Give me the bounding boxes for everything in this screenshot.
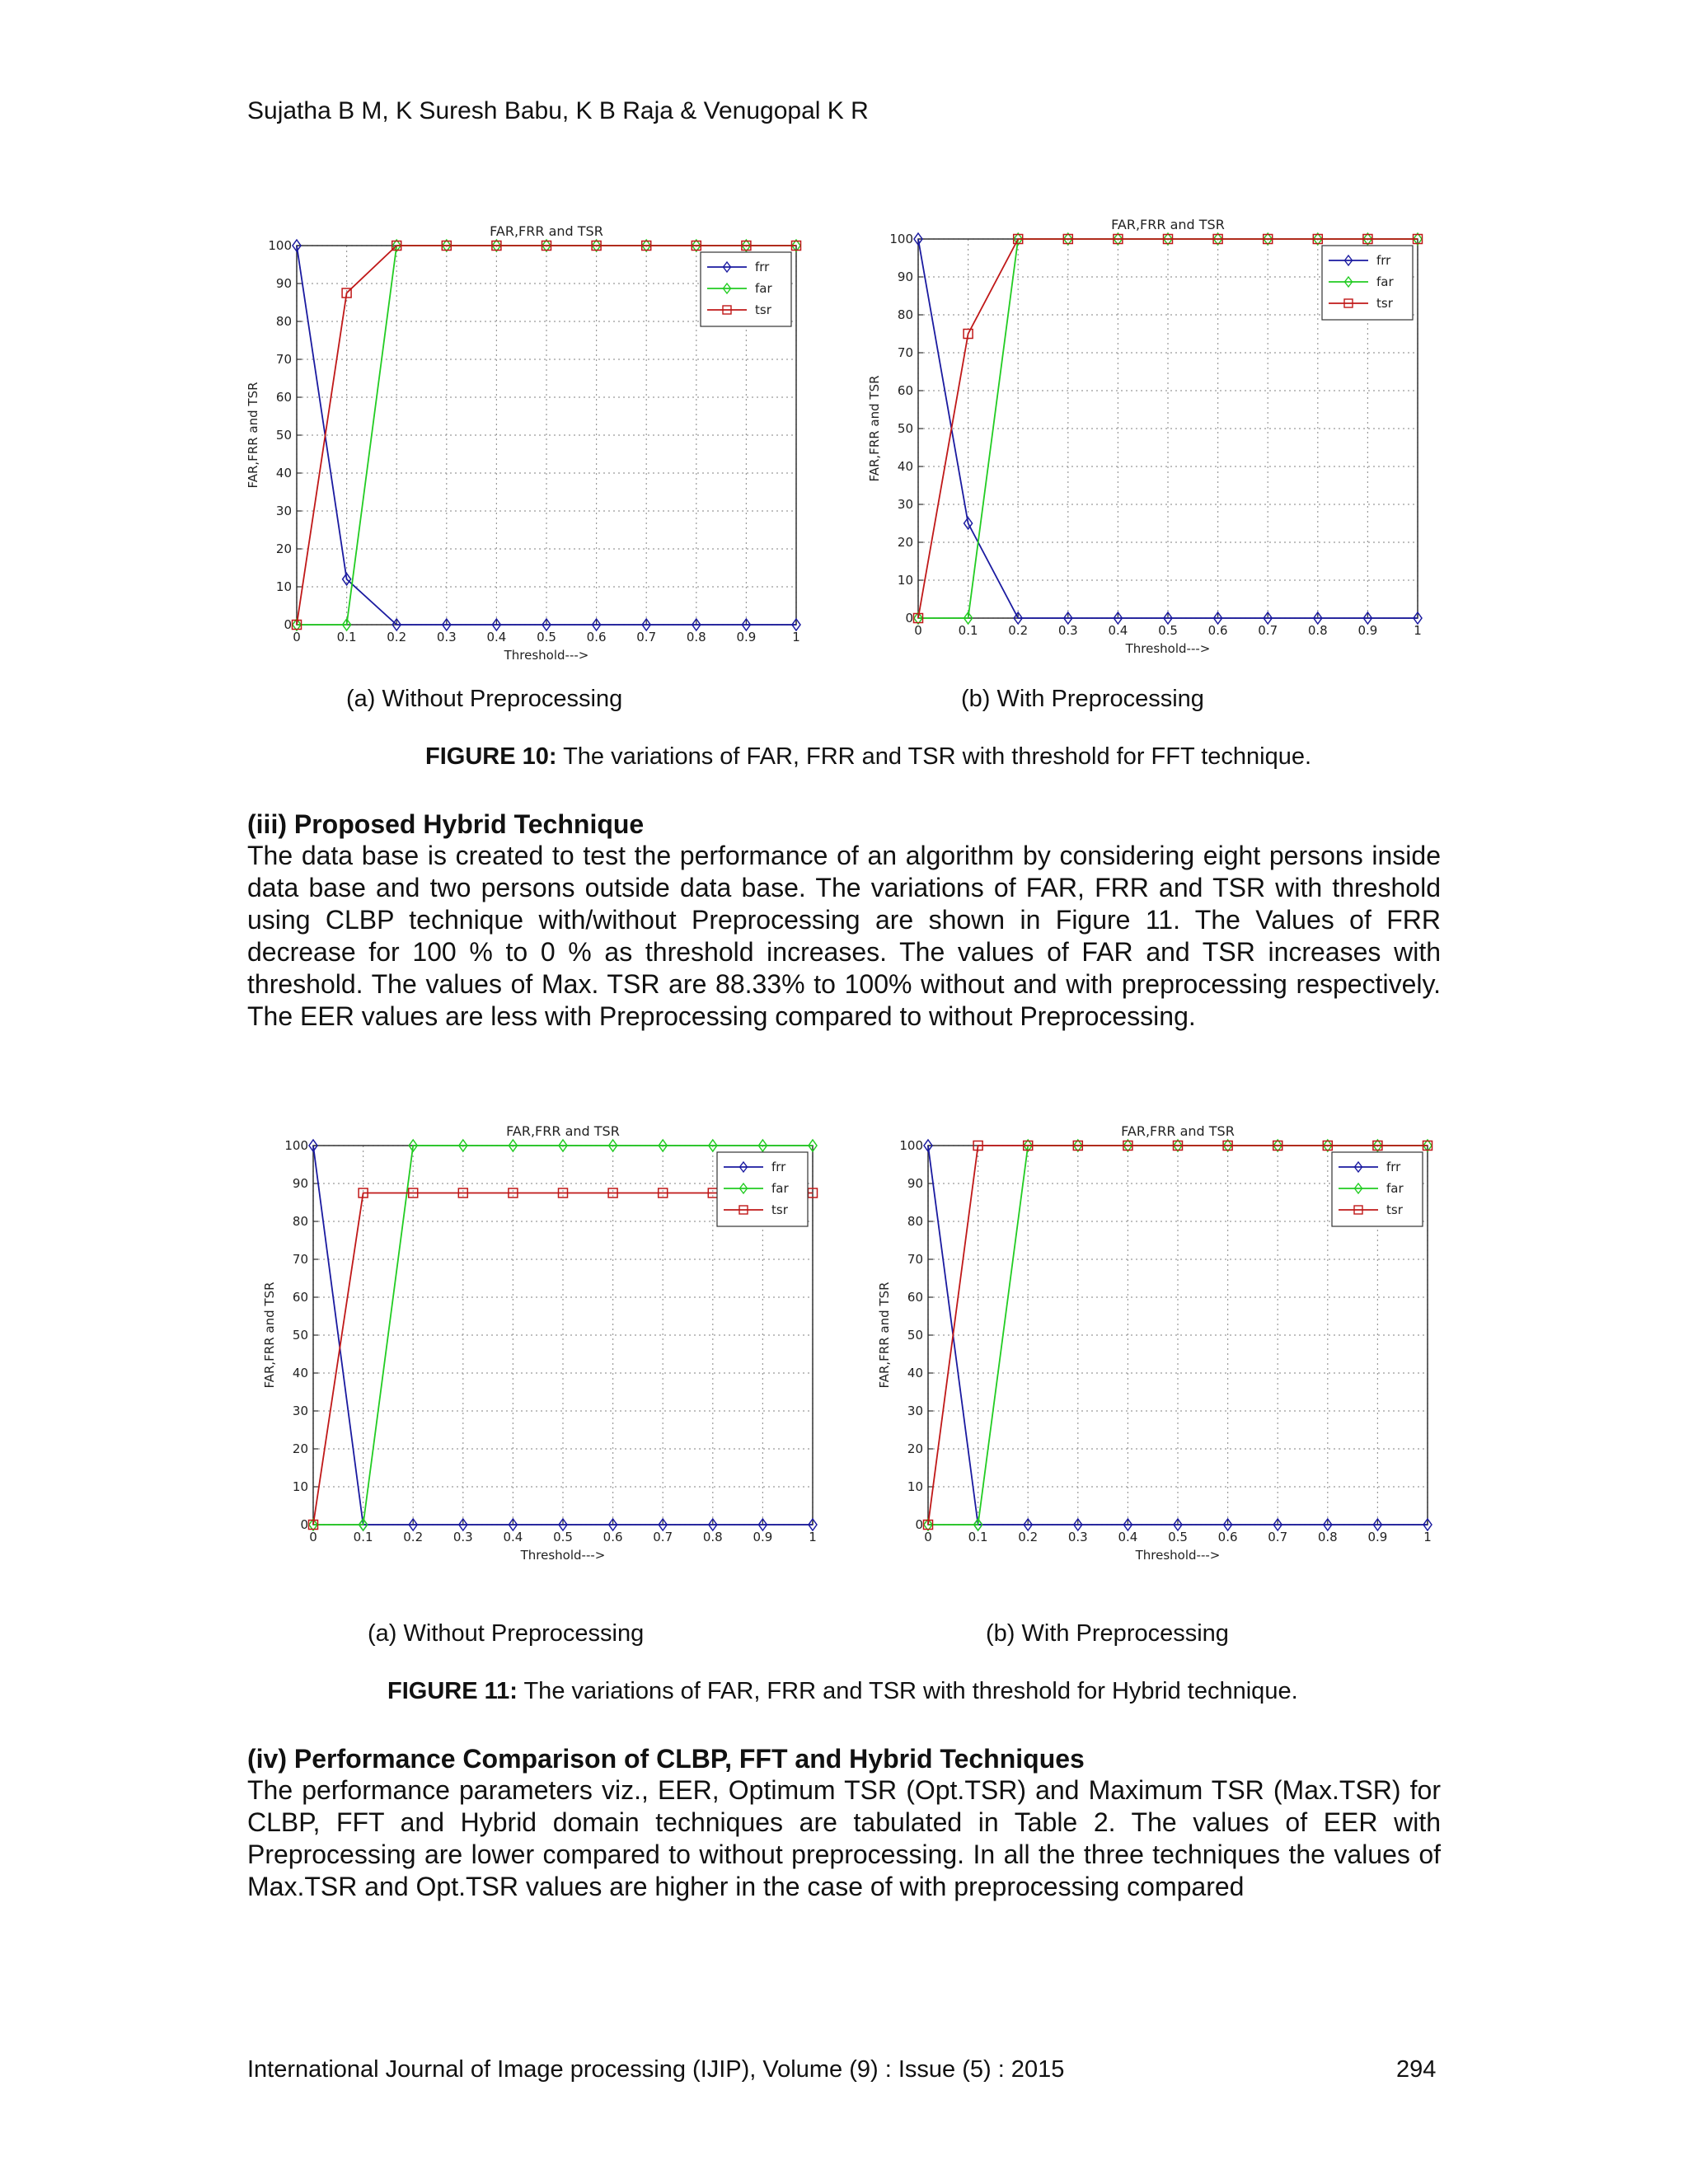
y-tick-label: 80 bbox=[292, 1214, 308, 1229]
x-tick-label: 0.7 bbox=[653, 1530, 673, 1544]
figure10-subcaption-a: (a) Without Preprocessing bbox=[346, 686, 623, 712]
footer-journal: International Journal of Image processing (IJIP), Volume (9) : Issue (5) : 2015 bbox=[247, 2056, 1065, 2083]
legend-label-far: far bbox=[1376, 274, 1394, 289]
x-tick-label: 0.5 bbox=[553, 1530, 573, 1544]
legend-box bbox=[717, 1152, 808, 1226]
y-tick-label: 0 bbox=[905, 611, 913, 626]
y-tick-label: 50 bbox=[907, 1328, 923, 1343]
figure10-chart-b bbox=[862, 206, 1456, 668]
y-axis-label: FAR,FRR and TSR bbox=[867, 375, 882, 482]
y-tick-label: 90 bbox=[292, 1176, 308, 1191]
y-tick-label: 20 bbox=[292, 1441, 308, 1456]
x-tick-label: 0.1 bbox=[336, 630, 357, 644]
legend-label-tsr: tsr bbox=[1386, 1202, 1403, 1217]
x-axis-label: Threshold---> bbox=[1135, 1548, 1221, 1563]
legend-label-far: far bbox=[755, 281, 772, 296]
x-axis-label: Threshold---> bbox=[504, 648, 589, 663]
y-tick-label: 10 bbox=[275, 579, 292, 594]
y-tick-label: 30 bbox=[897, 497, 913, 512]
section-heading-comparison: (iv) Performance Comparison of CLBP, FFT and Hybrid Techniques bbox=[247, 1744, 1085, 1774]
figure10-chart-a bbox=[241, 213, 834, 674]
x-tick-label: 0.3 bbox=[1067, 1530, 1088, 1544]
x-tick-label: 1 bbox=[792, 630, 800, 644]
y-tick-label: 10 bbox=[897, 573, 913, 588]
line-chart-svg bbox=[241, 213, 834, 674]
x-tick-label: 0.3 bbox=[452, 1530, 473, 1544]
y-tick-label: 90 bbox=[275, 276, 292, 291]
y-tick-label: 90 bbox=[897, 269, 913, 284]
y-tick-label: 50 bbox=[292, 1328, 308, 1343]
x-tick-label: 0.4 bbox=[1108, 623, 1128, 638]
figure10-label: FIGURE 10: bbox=[425, 743, 557, 770]
x-tick-label: 0.8 bbox=[1307, 623, 1328, 638]
y-tick-label: 80 bbox=[275, 314, 292, 329]
y-tick-label: 0 bbox=[300, 1517, 308, 1532]
x-axis-label: Threshold---> bbox=[1125, 641, 1211, 656]
x-tick-label: 0.5 bbox=[1158, 623, 1178, 638]
y-tick-label: 50 bbox=[897, 421, 913, 436]
y-tick-label: 30 bbox=[292, 1404, 308, 1418]
y-tick-label: 70 bbox=[907, 1252, 923, 1267]
x-tick-label: 0.7 bbox=[1258, 623, 1278, 638]
running-header: Sujatha B M, K Suresh Babu, K B Raja & Venugopal K R bbox=[247, 97, 869, 124]
x-tick-label: 0.7 bbox=[636, 630, 657, 644]
x-tick-label: 0.1 bbox=[968, 1530, 988, 1544]
x-tick-label: 1 bbox=[809, 1530, 817, 1544]
x-tick-label: 0 bbox=[293, 630, 301, 644]
x-tick-label: 0.9 bbox=[1367, 1530, 1388, 1544]
section-paragraph-hybrid: The data base is created to test the performance of an algorithm by considering eight persons inside data base and two persons outside data base. The variations of FAR, FRR and TSR with threshold using CLBP technique with/without Preprocessing are shown in Figure 11. The Values of FRR decrease for 100 % to 0 % as threshold increases. The values of FAR and TSR increases with threshold. The values of Max. TSR are 88.33% to 100% without and with preprocessing respectively. The EER values are less with Preprocessing compared to without Preprocessing. bbox=[247, 841, 1441, 1031]
y-axis-label: FAR,FRR and TSR bbox=[877, 1282, 892, 1389]
x-tick-label: 0 bbox=[924, 1530, 932, 1544]
legend-label-far: far bbox=[1386, 1181, 1404, 1196]
chart-title: FAR,FRR and TSR bbox=[1111, 217, 1225, 232]
figure11-subcaption-b: (b) With Preprocessing bbox=[986, 1620, 1229, 1647]
figure10-caption bbox=[425, 743, 1311, 771]
x-tick-label: 0.4 bbox=[486, 630, 507, 644]
y-tick-label: 10 bbox=[292, 1479, 308, 1494]
x-tick-label: 0.5 bbox=[537, 630, 556, 644]
x-tick-label: 0.1 bbox=[353, 1530, 373, 1544]
x-tick-label: 0.3 bbox=[1057, 623, 1078, 638]
legend-box bbox=[1322, 246, 1413, 320]
y-tick-label: 100 bbox=[889, 232, 913, 246]
figure10-subcaption-b: (b) With Preprocessing bbox=[961, 686, 1204, 712]
x-tick-label: 0.6 bbox=[586, 630, 607, 644]
y-tick-label: 60 bbox=[897, 383, 913, 398]
figure11-chart-a bbox=[257, 1113, 851, 1574]
y-tick-label: 40 bbox=[292, 1366, 308, 1380]
x-tick-label: 0.4 bbox=[503, 1530, 523, 1544]
legend-label-frr: frr bbox=[1386, 1160, 1401, 1174]
y-axis-label: FAR,FRR and TSR bbox=[262, 1282, 277, 1389]
figure11-label: FIGURE 11: bbox=[387, 1678, 518, 1704]
figure11-chart-b bbox=[872, 1113, 1465, 1574]
figure10-caption-text: The variations of FAR, FRR and TSR with threshold for FFT technique. bbox=[556, 743, 1312, 770]
y-tick-label: 30 bbox=[275, 504, 292, 518]
x-tick-label: 0.9 bbox=[753, 1530, 773, 1544]
x-tick-label: 0.2 bbox=[1008, 623, 1029, 638]
section-paragraph-comparison: The performance parameters viz., EER, Optimum TSR (Opt.TSR) and Maximum TSR (Max.TSR) for CLBP, FFT and Hybrid domain techniques are tabulated in Table 2. The values of EER with Preprocessing are lower compared to without preprocessing. In all the three techniques the values of Max.TSR and Opt.TSR values are higher in the case of with preprocessing compared bbox=[247, 1775, 1441, 1901]
x-tick-label: 0.2 bbox=[403, 1530, 424, 1544]
y-tick-label: 90 bbox=[907, 1176, 923, 1191]
y-tick-label: 60 bbox=[907, 1290, 923, 1305]
line-chart-svg bbox=[872, 1113, 1465, 1574]
x-tick-label: 0.9 bbox=[736, 630, 757, 644]
y-tick-label: 0 bbox=[915, 1517, 923, 1532]
y-tick-label: 100 bbox=[284, 1138, 308, 1153]
line-chart-svg bbox=[862, 206, 1456, 668]
figure11-caption bbox=[387, 1678, 1298, 1705]
y-tick-label: 40 bbox=[907, 1366, 923, 1380]
legend-label-far: far bbox=[771, 1181, 789, 1196]
y-tick-label: 40 bbox=[275, 466, 292, 480]
x-tick-label: 0.1 bbox=[958, 623, 978, 638]
y-tick-label: 20 bbox=[907, 1441, 923, 1456]
legend-label-frr: frr bbox=[771, 1160, 786, 1174]
legend-label-tsr: tsr bbox=[1376, 296, 1393, 311]
figure11-caption-text: The variations of FAR, FRR and TSR with threshold for Hybrid technique. bbox=[517, 1678, 1298, 1704]
line-chart-svg bbox=[257, 1113, 851, 1574]
legend-box bbox=[701, 252, 791, 326]
y-tick-label: 70 bbox=[275, 352, 292, 367]
legend-label-tsr: tsr bbox=[755, 302, 771, 317]
y-tick-label: 50 bbox=[275, 428, 292, 443]
legend-label-tsr: tsr bbox=[771, 1202, 788, 1217]
y-tick-label: 70 bbox=[897, 345, 913, 360]
y-tick-label: 40 bbox=[897, 459, 913, 474]
x-tick-label: 0.8 bbox=[1317, 1530, 1338, 1544]
x-tick-label: 0 bbox=[309, 1530, 317, 1544]
y-tick-label: 100 bbox=[268, 238, 292, 253]
footer-page-number: 294 bbox=[1396, 2056, 1437, 2083]
chart-title: FAR,FRR and TSR bbox=[506, 1123, 620, 1139]
x-tick-label: 0.2 bbox=[387, 630, 407, 644]
x-tick-label: 0.8 bbox=[686, 630, 706, 644]
legend-box bbox=[1332, 1152, 1423, 1226]
x-tick-label: 1 bbox=[1423, 1530, 1432, 1544]
figure11-subcaption-a: (a) Without Preprocessing bbox=[368, 1620, 645, 1647]
x-tick-label: 0.9 bbox=[1357, 623, 1378, 638]
x-tick-label: 0 bbox=[914, 623, 922, 638]
x-tick-label: 0.6 bbox=[1217, 1530, 1238, 1544]
x-tick-label: 0.2 bbox=[1018, 1530, 1039, 1544]
x-tick-label: 0.7 bbox=[1268, 1530, 1288, 1544]
x-tick-label: 0.4 bbox=[1118, 1530, 1138, 1544]
chart-title: FAR,FRR and TSR bbox=[1121, 1123, 1235, 1139]
x-tick-label: 0.5 bbox=[1168, 1530, 1188, 1544]
legend-label-frr: frr bbox=[1376, 253, 1391, 268]
x-axis-label: Threshold---> bbox=[520, 1548, 606, 1563]
y-tick-label: 80 bbox=[897, 307, 913, 322]
y-tick-label: 80 bbox=[907, 1214, 923, 1229]
y-tick-label: 70 bbox=[292, 1252, 308, 1267]
x-tick-label: 1 bbox=[1414, 623, 1422, 638]
x-tick-label: 0.3 bbox=[436, 630, 457, 644]
y-tick-label: 20 bbox=[897, 535, 913, 550]
y-tick-label: 0 bbox=[284, 617, 292, 632]
y-tick-label: 10 bbox=[907, 1479, 923, 1494]
y-tick-label: 20 bbox=[275, 541, 292, 556]
chart-title: FAR,FRR and TSR bbox=[490, 223, 603, 239]
x-tick-label: 0.6 bbox=[603, 1530, 623, 1544]
section-heading-hybrid: (iii) Proposed Hybrid Technique bbox=[247, 809, 645, 839]
y-tick-label: 100 bbox=[899, 1138, 923, 1153]
legend-label-frr: frr bbox=[755, 260, 770, 274]
x-tick-label: 0.6 bbox=[1207, 623, 1228, 638]
y-tick-label: 60 bbox=[292, 1290, 308, 1305]
y-tick-label: 30 bbox=[907, 1404, 923, 1418]
x-tick-label: 0.8 bbox=[702, 1530, 723, 1544]
y-tick-label: 60 bbox=[275, 390, 292, 405]
y-axis-label: FAR,FRR and TSR bbox=[246, 382, 260, 489]
